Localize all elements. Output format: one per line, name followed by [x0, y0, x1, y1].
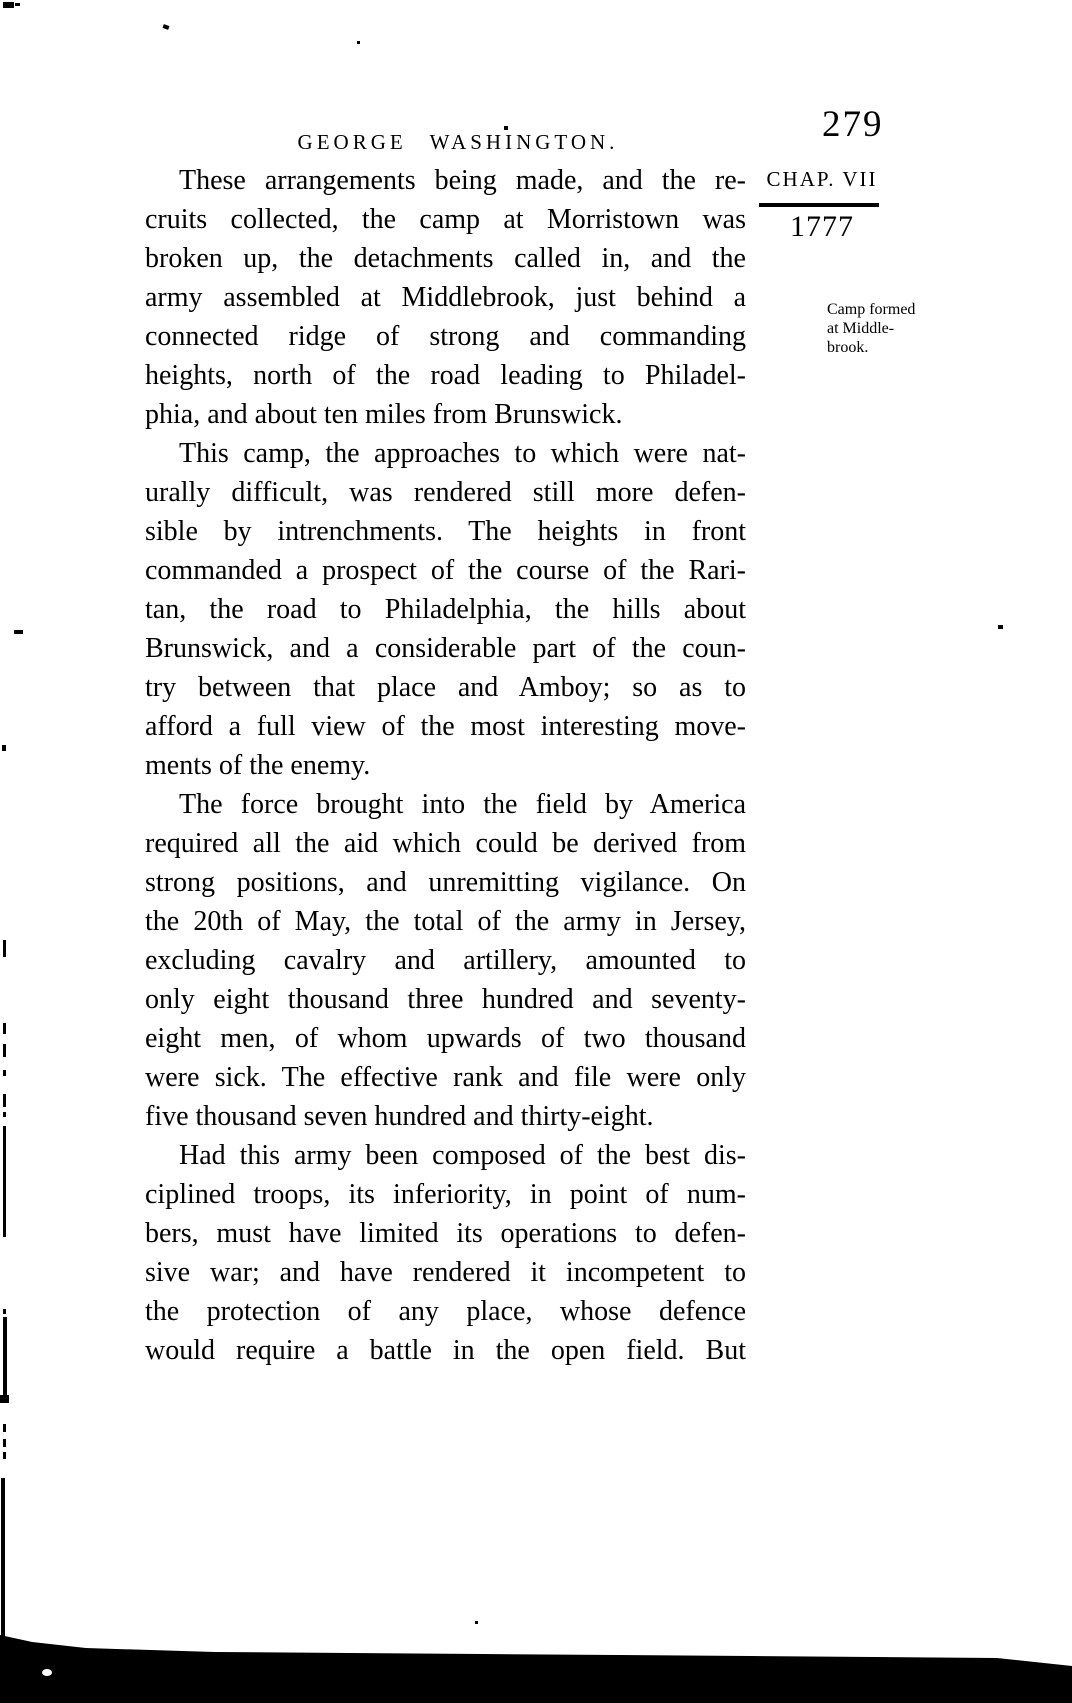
scan-speck: [14, 630, 23, 634]
side-note: [827, 300, 967, 357]
scan-edge-line: [3, 1317, 7, 1402]
scan-edge-line: [3, 1112, 6, 1117]
paragraph: [145, 785, 746, 1136]
text-line: This camp, the approaches to which were nat-: [179, 438, 746, 469]
text-line: heights, north of the road leading to Philadel-: [145, 360, 746, 391]
scan-edge-line: [3, 1424, 6, 1432]
scan-gutter-speck: [42, 1669, 52, 1676]
scan-edge-line: [3, 1309, 6, 1314]
year-label: 1777: [790, 210, 854, 243]
scan-edge-line: [3, 1023, 6, 1034]
text-line: sible by intrenchments. The heights in front: [145, 516, 746, 547]
paragraph: [145, 1136, 746, 1370]
text-line: afford a full view of the most interesting move-: [145, 711, 746, 742]
text-line: cruits collected, the camp at Morristown was: [145, 204, 746, 235]
scan-speck: [357, 41, 360, 44]
text-line: excluding cavalry and artillery, amounted to: [145, 945, 746, 976]
text-line: ments of the enemy.: [145, 750, 371, 781]
scan-speck: [504, 126, 508, 130]
scan-edge-line: [3, 1070, 6, 1076]
text-line: connected ridge of strong and commanding: [145, 321, 746, 352]
scan-speck: [15, 3, 20, 6]
text-line: Brunswick, and a considerable part of the coun-: [145, 633, 746, 664]
text-line: ciplined troops, its inferiority, in point of num-: [145, 1179, 746, 1210]
scan-speck: [3, 2, 14, 8]
scan-speck: [162, 24, 169, 30]
scan-gutter-shadow: [0, 1625, 1072, 1703]
text-line: bers, must have limited its operations to defen-: [145, 1218, 746, 1249]
scan-edge-line: [3, 1452, 6, 1459]
chapter-label: CHAP. VII: [766, 167, 878, 191]
page-number: 279: [822, 104, 884, 145]
text-line: army assembled at Middlebrook, just behind a: [145, 282, 746, 313]
scan-edge-line: [3, 1044, 6, 1057]
side-note-line: brook.: [827, 339, 869, 356]
scan-edge-line: [1, 1478, 5, 1650]
scan-edge-line: [3, 1094, 6, 1107]
scan-speck: [2, 745, 6, 751]
text-line: the 20th of May, the total of the army in Jersey,: [145, 906, 746, 937]
scan-speck: [998, 625, 1003, 629]
text-line: Had this army been composed of the best dis-: [179, 1140, 746, 1171]
text-line: The force brought into the field by America: [179, 789, 746, 820]
text-line: commanded a prospect of the course of the Rari-: [145, 555, 746, 586]
text-line: tan, the road to Philadelphia, the hills about: [145, 594, 746, 625]
paragraph: [145, 434, 746, 785]
side-note-line: at Middle-: [827, 320, 895, 337]
scan-speck: [0, 1395, 9, 1403]
text-line: required all the aid which could be derived from: [145, 828, 746, 859]
scan-speck: [475, 1621, 478, 1624]
running-header: GEORGE WASHINGTON.: [297, 130, 619, 154]
text-line: urally difficult, was rendered still more defen-: [145, 477, 746, 508]
scan-edge-line: [3, 1439, 6, 1447]
scan-edge-line: [3, 940, 6, 957]
chapter-rule: [759, 203, 879, 207]
text-line: phia, and about ten miles from Brunswick.: [145, 399, 623, 430]
text-line: broken up, the detachments called in, and the: [145, 243, 746, 274]
paragraph: [145, 161, 746, 434]
body-text: [145, 161, 746, 1370]
text-line: would require a battle in the open field. But: [145, 1335, 746, 1366]
text-line: were sick. The effective rank and file were only: [145, 1062, 746, 1093]
text-line: These arrangements being made, and the re-: [179, 165, 746, 196]
text-line: strong positions, and unremitting vigilance. On: [145, 867, 746, 898]
text-line: try between that place and Amboy; so as to: [145, 672, 746, 703]
text-line: only eight thousand three hundred and seventy-: [145, 984, 746, 1015]
scan-edge-line: [3, 1126, 6, 1237]
side-note-line: Camp formed: [827, 301, 916, 318]
text-line: eight men, of whom upwards of two thousand: [145, 1023, 746, 1054]
text-line: the protection of any place, whose defence: [145, 1296, 746, 1327]
text-line: sive war; and have rendered it incompetent to: [145, 1257, 746, 1288]
text-line: five thousand seven hundred and thirty-eight.: [145, 1101, 654, 1132]
